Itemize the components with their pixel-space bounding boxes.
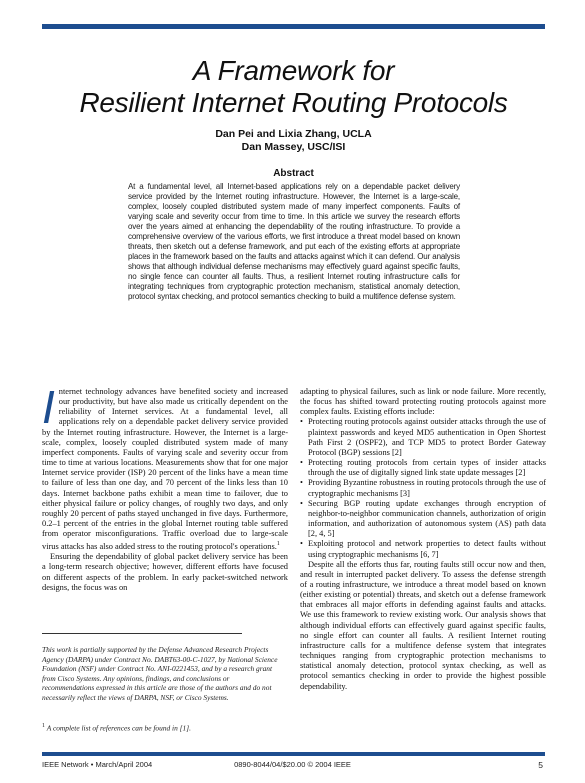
abstract-heading: Abstract [273, 168, 314, 179]
copyright-footer: 0890-8044/04/$20.00 © 2004 IEEE [234, 760, 351, 769]
body-column-left [42, 381, 288, 593]
list-item: • Providing Byzantine robustness in routing protocols through the use of cryptographic mechanisms [3] [300, 478, 546, 498]
paragraph-4: Despite all the efforts thus far, routing faults still occur now and then, and result in interrupted packet delivery. To assess the defense strength of a routing infrastructure, we introduce a threat model based on known (either existing or potential) threats, and sketch out a defense framework that embraces all major efforts in defending against faults and attacks. We use this framework to review existing work. Our analysis shows that although individual efforts can effectively guard against specific faults, no single effort can counter all faults. A resilient Internet routing infrastructure calls for a multifence defense system that integrates techniques ranging from cryptographic protection mechanisms to statistical anomaly detection, protocol syntax checking, as well as protocol semantics checking in order to provide the highest possible dependability. [300, 559, 546, 691]
efforts-list [300, 417, 546, 559]
intro-paragraph [42, 381, 288, 552]
reference-footnote [42, 722, 282, 733]
list-item: • Protecting routing protocols from certain types of insider attacks through the use of digitally signed link state update messages [2] [300, 458, 546, 478]
top-accent-bar [42, 24, 545, 29]
article-title-line-1: A Framework for [192, 55, 395, 86]
list-item: • Securing BGP routing update exchanges through encryption of neighbor-to-neighbor communication channels, authorization of origin information, and authorization of autonomous system (AS) path data [2, 4, 5] [300, 499, 546, 540]
footnote-divider [42, 633, 242, 634]
list-item: • Protecting routing protocols against outsider attacks through the use of plaintext passwords and keyed MD5 authentication in Open Shortest Path First 2 (OSPF2), and TCP MD5 to protect Border Gateway Protocol (BGP) sessions [2] [300, 417, 546, 458]
abstract-text: At a fundamental level, all Internet-based applications rely on a dependable packet delivery service provided by the Internet routing infrastructure. However, the Internet is a large-scale, complex, loosely coupled distributed system made of many imperfect components. Faults of varying scale and severity occur from time to time. In this article we survey the research efforts over the years aimed at enhancing the dependability of the routing infrastructure. To provide a comprehensive overview of the various efforts, we first introduce a threat model based on known threats, then sketch out a defense framework, and put each of the existing efforts at appropriate places in the framework based on the faults and attacks against which it can defend. Our analysis shows that although individual defense mechanisms may effectively guard against specific faults, no single fence can counter all faults. Thus, a resilient Internet routing infrastructure calls for integrating techniques from cryptographic protection mechanism, statistical anomaly detection, protocol syntax checking, and protocol semantics checking to build a multifence defense system. [128, 182, 460, 301]
body-column-right [300, 387, 546, 692]
intro-text: nternet technology advances have benefited society and increased our productivity, but have also made us critically dependent on the reliability of Internet services. At a fundamental level, all applications rely on a dependable packet delivery service provided by the Internet routing infrastructure. However, the Internet is a large-scale, complex, loosely coupled distributed system made of many imperfect components. Faults of varying scale and severity occur from time to time at various locations. Measurements show that for one major Internet service provider (ISP) 20 percent of the links have a mean time to failure of less than one day, and 70 percent of the links less than 10 days. Internet backbone paths exhibit a mean time to failover, due to either physical failure or policy changes, of roughly two days, and only roughly 20 percent of paths stayed unchanged in five days. Furthermore, 0.2–1 percent of the entries in the global Internet routing table suffered from operator misconfigurations. Traffic overload due to large-scale virus attacks has also added stress to the routing protocol's operations. [42, 387, 288, 552]
authors-line-2: Dan Massey, USC/ISI [241, 141, 346, 153]
authors-line-1: Dan Pei and Lixia Zhang, UCLA [215, 128, 372, 140]
list-item: • Exploiting protocol and network properties to detect faults without using cryptographic mechanisms [6, 7] [300, 539, 546, 559]
reference-footnote-text: A complete list of references can be found in [1]. [46, 723, 191, 733]
funding-footnote: This work is partially supported by the Defense Advanced Research Projects Agency (DARPA) under Contract No. DABT63-00-C-1027, by National Science Foundation (NSF) under Contract No. ANI-0221453, and by a research grant from Cisco Systems. Any opinions, findings, and conclusions or recommendations expressed in this article are those of the authors and do not necessarily reflect the views of DARPA, NSF, or Cisco Systems. [42, 645, 278, 702]
page-number: 5 [538, 760, 543, 770]
footnote-marker: 1 [276, 541, 280, 548]
article-title-line-2: Resilient Internet Routing Protocols [79, 87, 508, 118]
drop-cap: I [42, 381, 55, 433]
journal-footer: IEEE Network • March/April 2004 [42, 760, 153, 769]
paragraph-3: adapting to physical failures, such as link or node failure. More recently, the focus has shifted toward protecting routing protocols against more complex faults. Existing efforts include: [300, 387, 546, 417]
paragraph-2: Ensuring the dependability of global packet delivery service has been a long-term research objective; however, different efforts have focused on different aspects of the problem. In early packet-switched network designs, the focus was on [42, 552, 288, 592]
bottom-accent-bar [42, 752, 545, 756]
footnote-number: 1 [42, 723, 45, 729]
